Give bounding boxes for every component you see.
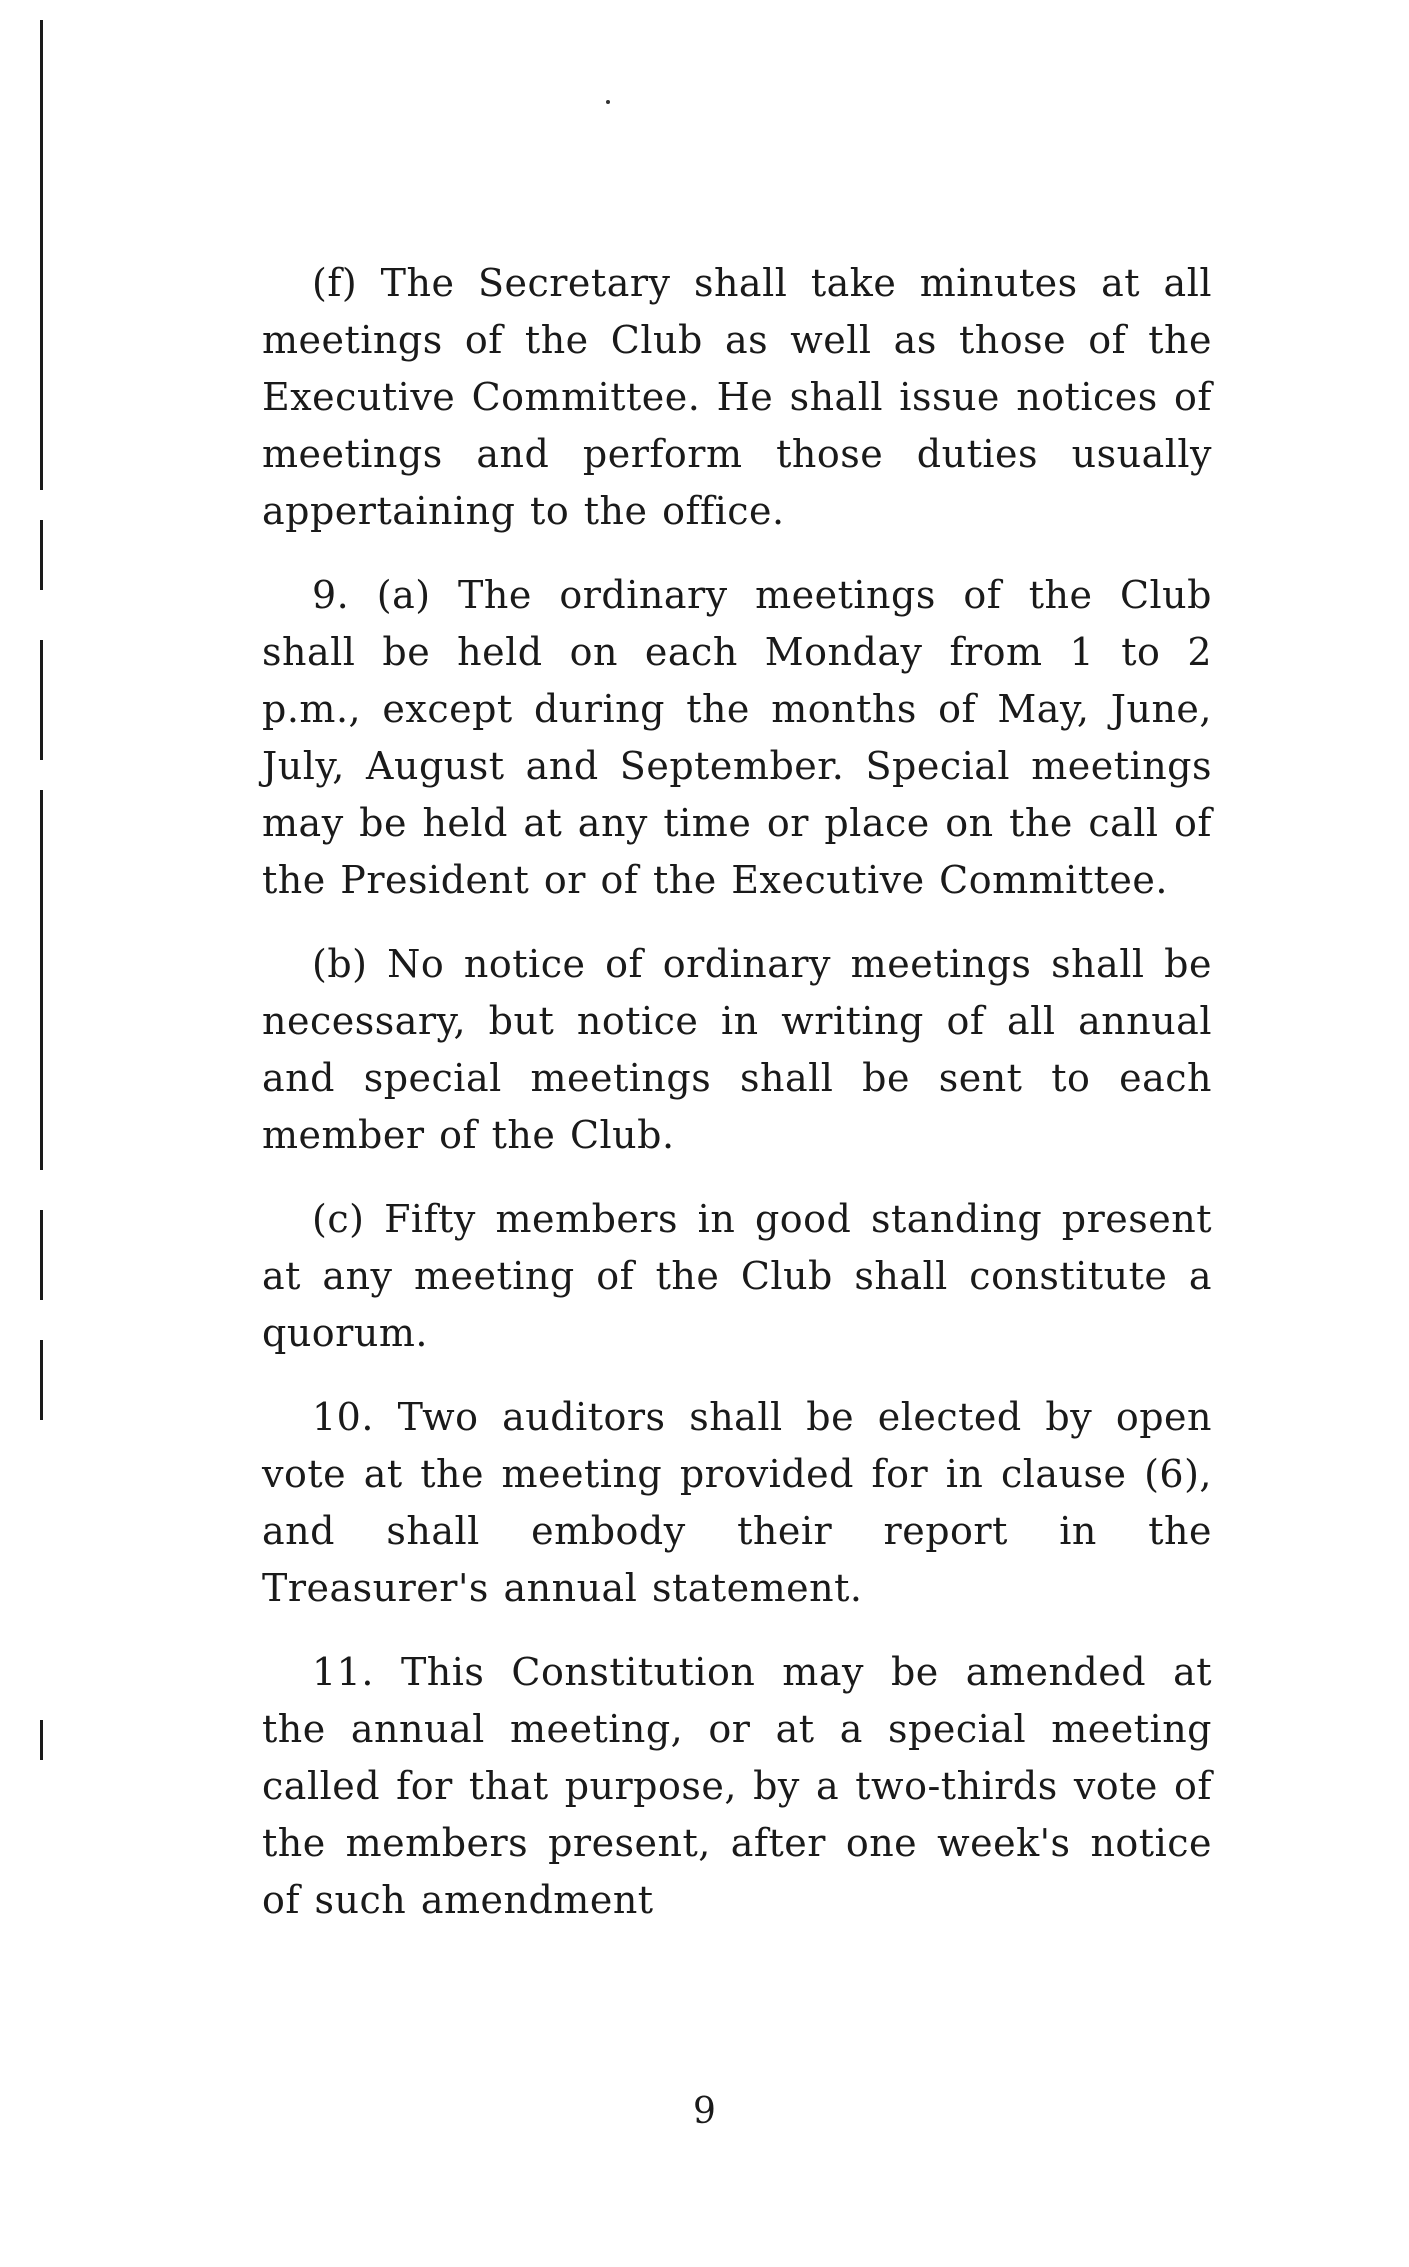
clause-11: 11. This Constitution may be amended at the annual meeting, or at a special meeting called for that purpose, by a two-thirds vote of the members present, after one week's notice of such amendment bbox=[262, 1650, 1212, 1922]
clause-9a: 9. (a) The ordinary meetings of the Club shall be held on each Monday from 1 to 2 p.m., except during the months of May, June, July, August and September. Special meetings may be held at any time or place on the call of the President or of the Executive Committee. bbox=[262, 573, 1212, 902]
clause-9c: (c) Fifty members in good standing present at any meeting of the Club shall constitute a quorum. bbox=[262, 1197, 1212, 1355]
clause-10: 10. Two auditors shall be elected by open vote at the meeting provided for in clause (6), and shall embody their report in the Treasurer's annual statement. bbox=[262, 1395, 1212, 1610]
clause-8f: (f) The Secretary shall take minutes at all meetings of the Club as well as those of the Executive Committee. He shall issue notices of meetings and perform those duties usually appertaining to the office. bbox=[262, 261, 1212, 533]
binding-edge bbox=[40, 20, 46, 1760]
page-number: 9 bbox=[693, 2091, 716, 2132]
clause-9b: (b) No notice of ordinary meetings shall be necessary, but notice in writing of all annual and special meetings shall be sent to each member of the Club. bbox=[262, 942, 1212, 1157]
text-column bbox=[262, 255, 1212, 1956]
scan-speck bbox=[606, 100, 610, 104]
